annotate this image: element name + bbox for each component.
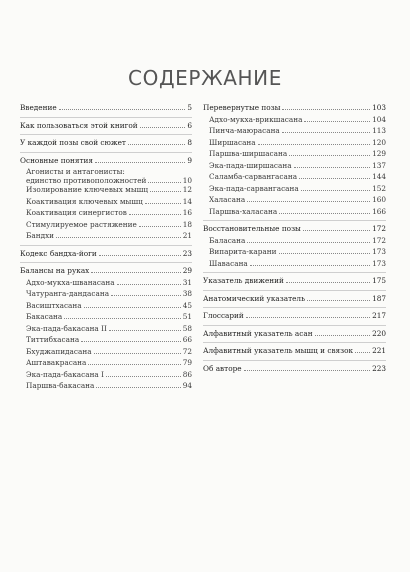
toc-page-number: 129 — [372, 149, 386, 158]
toc-subentry — [20, 197, 192, 209]
toc-subentry — [20, 347, 192, 359]
toc-page-number: 217 — [372, 311, 386, 320]
toc-subentry — [203, 172, 386, 184]
toc-entry-label: Алфавитный указатель асан — [203, 328, 313, 338]
toc-entry-label: Пинча-маюрасана — [209, 126, 280, 135]
dot-leader — [304, 115, 370, 122]
toc-page-number: 38 — [182, 289, 192, 298]
toc-section-entry — [20, 156, 192, 168]
dot-leader — [96, 381, 180, 388]
toc-page-number: 6 — [187, 120, 192, 130]
dot-leader — [303, 224, 370, 231]
toc-list-left — [20, 103, 192, 393]
toc-page-number: 86 — [182, 369, 192, 379]
dot-leader — [117, 278, 181, 285]
toc-page-number: 12 — [182, 185, 192, 194]
toc-subentry — [20, 231, 192, 243]
toc-page-number: 10 — [182, 176, 192, 185]
dot-leader — [84, 301, 181, 308]
toc-page-number: 79 — [182, 358, 192, 367]
toc-page-number: 220 — [372, 328, 386, 338]
dot-leader — [282, 103, 370, 110]
toc-page-number: 16 — [182, 208, 192, 217]
toc-entry-label: Анатомический указатель — [203, 293, 306, 303]
dot-leader — [145, 197, 181, 204]
toc-entry-label: Балансы на руках — [20, 266, 90, 275]
dot-leader — [244, 364, 370, 371]
toc-page-number: 14 — [182, 196, 192, 206]
dot-leader — [59, 103, 186, 110]
toc-entry-label: Бандхи — [26, 231, 55, 240]
toc-page-number: 113 — [372, 126, 386, 135]
dot-leader — [111, 289, 181, 296]
toc-divider — [20, 152, 192, 153]
toc-page-number: 172 — [372, 224, 386, 233]
toc-page-number: 21 — [182, 231, 192, 240]
dot-leader — [279, 247, 371, 254]
toc-divider — [203, 290, 386, 291]
toc-page-number: 5 — [187, 103, 192, 112]
toc-entry-label: Алфавитный указатель мышц и связок — [203, 346, 354, 355]
toc-subentry — [203, 115, 386, 127]
toc-page-number: 137 — [372, 160, 386, 170]
toc-subentry — [203, 161, 386, 173]
dot-leader — [301, 184, 370, 191]
toc-entry-label: Аштавакрасана — [26, 358, 87, 367]
toc-subentry — [20, 220, 192, 232]
toc-entry-label: Введение — [20, 103, 57, 112]
dot-leader — [148, 176, 180, 183]
toc-divider — [203, 325, 386, 326]
toc-page-number: 104 — [372, 114, 386, 124]
dot-leader — [258, 138, 370, 145]
toc-page-number: 223 — [372, 363, 386, 373]
toc-page-number: 94 — [182, 381, 192, 390]
toc-divider — [203, 360, 386, 361]
toc-subentry — [20, 370, 192, 382]
toc-entry-label: Чатуранга-дандасана — [26, 289, 110, 298]
toc-entry-label: Эка-пада-сарвангасана — [209, 183, 299, 193]
dot-leader — [247, 195, 370, 202]
toc-subentry — [20, 208, 192, 220]
toc-page-number: 173 — [372, 247, 386, 256]
toc-entry-line2 — [26, 176, 192, 185]
toc-page-number: 31 — [182, 277, 192, 287]
toc-subentry — [203, 236, 386, 248]
toc-entry-label: Бхуджапидасана — [26, 346, 92, 356]
dot-leader — [109, 324, 181, 331]
toc-page-number: 9 — [187, 155, 192, 165]
toc-divider — [20, 117, 192, 118]
page-title: СОДЕРЖАНИЕ — [128, 66, 282, 90]
toc-entry-label: Перевернутые позы — [203, 103, 281, 112]
toc-subentry — [203, 149, 386, 161]
toc-entry-label: Ширшасана — [209, 137, 256, 147]
toc-subentry — [20, 358, 192, 370]
toc-entry-label: Баласана — [209, 235, 246, 245]
dot-leader — [307, 294, 370, 301]
toc-entry-label: Шавасана — [209, 258, 248, 268]
dot-leader — [279, 207, 370, 214]
toc-entry-label: У каждой позы свой сюжет — [20, 138, 126, 147]
toc-entry-label: Кодекс бандха-йоги — [20, 248, 97, 258]
toc-entry-label: Адхо-мукха-врикшасана — [209, 114, 303, 124]
toc-section-entry — [203, 364, 386, 376]
toc-divider — [203, 220, 386, 221]
toc-entry-label: Стимулируемое растяжение — [26, 219, 137, 229]
toc-subentry — [20, 312, 192, 324]
dot-leader — [315, 329, 371, 336]
dot-leader — [289, 149, 370, 156]
dot-leader — [129, 208, 181, 215]
toc-section-entry — [203, 294, 386, 306]
toc-subentry — [203, 195, 386, 207]
toc-section-entry — [203, 224, 386, 236]
toc-section-entry — [20, 249, 192, 261]
dot-leader — [250, 259, 370, 266]
toc-entry-label: Эка-пада-ширшасана — [209, 160, 292, 170]
toc-page-number: 221 — [372, 346, 386, 355]
toc-entry-label: Халасана — [209, 195, 246, 204]
toc-entry-label: Коактивация ключевых мышц — [26, 196, 143, 206]
toc-section-entry — [20, 138, 192, 150]
toc-subentry — [20, 185, 192, 197]
toc-page-number: 29 — [182, 266, 192, 275]
toc-page-number: 23 — [182, 248, 192, 258]
toc-entry-label: Основные понятия — [20, 155, 93, 165]
toc-entry-label-line1: Агонисты и антагонисты: — [26, 167, 125, 176]
toc-page-number: 160 — [372, 195, 386, 204]
toc-section-entry — [203, 276, 386, 288]
toc-page-number: 51 — [182, 312, 192, 321]
toc-page-number: 173 — [372, 258, 386, 268]
toc-subentry — [20, 324, 192, 336]
toc-entry-label: Саламба-сарвангасана — [209, 172, 298, 181]
toc-section-entry — [20, 121, 192, 133]
toc-right-column — [203, 103, 386, 375]
toc-page-number: 152 — [372, 183, 386, 193]
dot-leader — [282, 126, 370, 133]
toc-entry-label: Васиштхасана — [26, 300, 82, 310]
toc-entry-label: Эка-пада-бакасана II — [26, 323, 107, 333]
toc-subentry — [20, 278, 192, 290]
toc-page-number: 45 — [182, 300, 192, 310]
dot-leader — [91, 266, 180, 273]
dot-leader — [247, 236, 370, 243]
toc-entry-label: Эка-пада-бакасана I — [26, 369, 104, 379]
dot-leader — [246, 311, 370, 318]
dot-leader — [286, 276, 370, 283]
toc-page-number: 166 — [372, 206, 386, 216]
toc-entry-label: Как пользоваться этой книгой — [20, 120, 138, 130]
toc-subentry — [20, 381, 192, 393]
dot-leader — [64, 312, 180, 319]
toc-section-entry — [20, 103, 192, 115]
toc-section-entry — [203, 311, 386, 323]
toc-entry-label: Восстановительные позы — [203, 224, 301, 233]
dot-leader — [140, 121, 186, 128]
toc-section-entry — [203, 103, 386, 115]
toc-divider — [20, 245, 192, 246]
toc-page-number: 18 — [182, 219, 192, 229]
toc-entry-label: Випарита-карани — [209, 247, 277, 256]
toc-list-right — [203, 103, 386, 375]
dot-leader — [81, 335, 181, 342]
toc-entry-label: Паршва-бакасана — [26, 381, 95, 390]
toc-entry-label: Коактивация синергистов — [26, 208, 127, 217]
toc-divider — [203, 272, 386, 273]
toc-divider — [20, 134, 192, 135]
dot-leader — [294, 161, 370, 168]
dot-leader — [106, 370, 181, 377]
toc-entry-label: Об авторе — [203, 363, 242, 373]
toc-subentry — [20, 167, 192, 185]
dot-leader — [94, 347, 181, 354]
dot-leader — [355, 346, 370, 353]
toc-entry-label-line2: единство противоположностей — [26, 176, 147, 185]
toc-entry-label: Адхо-мукха-шванасана — [26, 277, 115, 287]
toc-page-number: 120 — [372, 137, 386, 147]
dot-leader — [95, 156, 185, 163]
toc-subentry — [203, 259, 386, 271]
toc-subentry — [203, 138, 386, 150]
toc-section-entry — [203, 346, 386, 358]
toc-entry-label: Титтибхасана — [26, 335, 80, 344]
dot-leader — [139, 220, 181, 227]
toc-page-number: 8 — [187, 138, 192, 147]
toc-divider — [203, 307, 386, 308]
toc-entry-label: Паршва-ширшасана — [209, 149, 288, 158]
toc-section-entry — [203, 329, 386, 341]
toc-page-number: 66 — [182, 335, 192, 344]
toc-divider — [20, 262, 192, 263]
dot-leader — [56, 231, 181, 238]
dot-leader — [88, 358, 180, 365]
toc-page-number: 172 — [372, 235, 386, 245]
dot-leader — [128, 138, 185, 145]
toc-subentry — [203, 126, 386, 138]
toc-page-number: 175 — [372, 276, 386, 285]
dot-leader — [150, 185, 181, 192]
toc-subentry — [20, 289, 192, 301]
toc-left-column — [20, 103, 192, 393]
toc-page-number: 187 — [372, 293, 386, 303]
toc-subentry — [203, 207, 386, 219]
toc-page-number: 72 — [182, 346, 192, 356]
dot-leader — [299, 172, 370, 179]
toc-divider — [203, 342, 386, 343]
toc-subentry — [203, 184, 386, 196]
toc-entry-label: Указатель движений — [203, 276, 284, 285]
toc-entry-label: Паршва-халасана — [209, 206, 278, 216]
toc-subentry — [20, 335, 192, 347]
toc-subentry — [203, 247, 386, 259]
toc-entry-label: Глоссарий — [203, 311, 244, 320]
toc-page-number: 103 — [372, 103, 386, 112]
toc-entry-label: Изолирование ключевых мышц — [26, 185, 149, 194]
toc-subentry — [20, 301, 192, 313]
dot-leader — [99, 249, 181, 256]
toc-section-entry — [20, 266, 192, 278]
toc-page-number: 58 — [182, 323, 192, 333]
toc-entry-label: Бакасана — [26, 312, 63, 321]
toc-page-number: 144 — [372, 172, 386, 181]
